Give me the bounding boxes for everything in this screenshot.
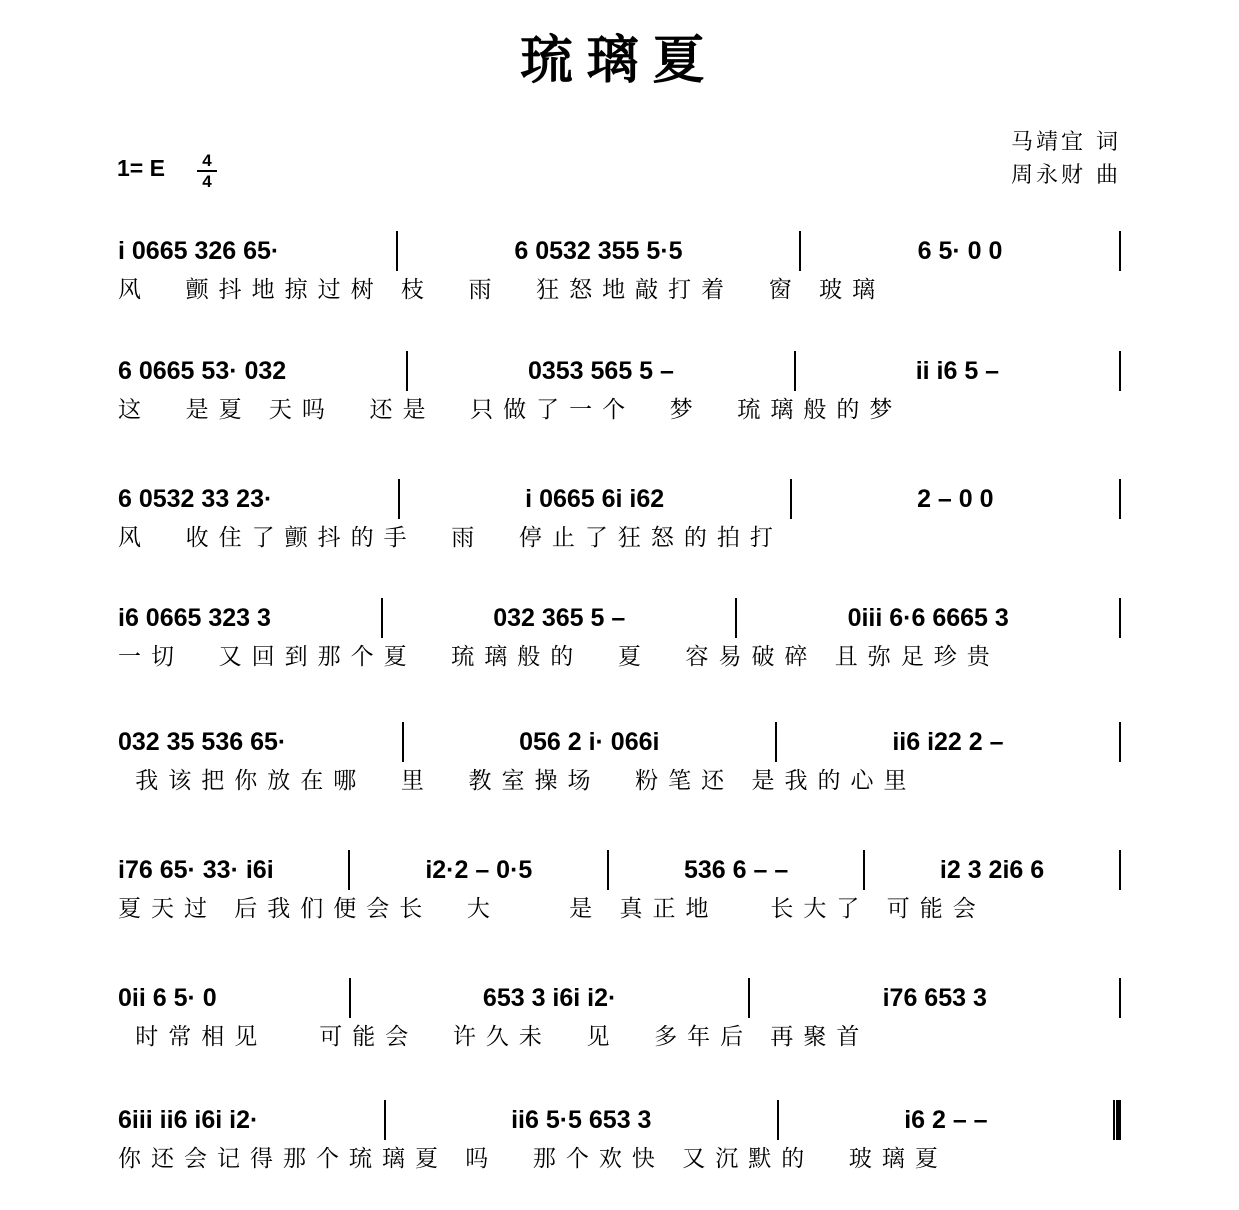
barline	[384, 1100, 386, 1140]
measure: 6iii ii6 i6i i2·	[118, 1106, 259, 1134]
time-signature	[197, 152, 217, 190]
key-signature: 1= E	[117, 155, 165, 181]
measure: 0353 565 5 –	[527, 357, 674, 385]
score-system	[0, 978, 1239, 1088]
barline	[1119, 598, 1121, 638]
measure: 6 5· 0 0	[917, 237, 1003, 265]
barline	[348, 850, 350, 890]
barline	[1119, 479, 1121, 519]
notation-line	[118, 722, 1121, 762]
measure: 0ii 6 5· 0	[118, 984, 217, 1012]
notation-line	[118, 479, 1121, 519]
measure: 032 35 536 65·	[118, 728, 287, 756]
score-system	[0, 479, 1239, 589]
notation-line	[118, 850, 1121, 890]
lyrics-line: 风 颤抖地掠过树 枝 雨 狂怒地敲打着 窗 玻璃	[118, 277, 886, 303]
barline	[799, 231, 801, 271]
score-system	[0, 231, 1239, 341]
lyrics-line: 风 收住了颤抖的手 雨 停止了狂怒的拍打	[118, 525, 783, 551]
measure: 0iii 6·6 6665 3	[847, 604, 1009, 632]
barline	[402, 722, 404, 762]
lyrics-line: 这 是夏 天吗 还是 只做了一个 梦 琉璃般的梦	[118, 397, 903, 423]
barline	[1119, 351, 1121, 391]
measure: i2·2 – 0·5	[425, 856, 533, 884]
score-system	[0, 598, 1239, 708]
measure: 6 0532 33 23·	[118, 485, 273, 513]
score-system	[0, 1100, 1239, 1210]
lyrics-line: 时常相见 可能会 许久未 见 多年后 再聚首	[118, 1024, 870, 1050]
score-system	[0, 351, 1239, 461]
measure: i6 2 – –	[904, 1106, 988, 1134]
barline	[398, 479, 400, 519]
notation-line	[118, 351, 1121, 391]
barline	[349, 978, 351, 1018]
notation-line	[118, 231, 1121, 271]
barline	[790, 479, 792, 519]
time-signature-bottom: 4	[202, 172, 212, 191]
barline	[381, 598, 383, 638]
time-signature-top: 4	[202, 151, 212, 170]
notation-line	[118, 598, 1121, 638]
lyrics-line: 一切 又回到那个夏 琉璃般的 夏 容易破碎 且弥足珍贵	[118, 644, 1000, 670]
measure: 6 0665 53· 032	[118, 357, 287, 385]
measure: i2 3 2i6 6	[939, 856, 1045, 884]
notation-line	[118, 1100, 1121, 1140]
barline	[863, 850, 865, 890]
measure: 653 3 i6i i2·	[482, 984, 617, 1012]
measure: ii6 i22 2 –	[892, 728, 1004, 756]
measure: ii i6 5 –	[915, 357, 1000, 385]
barline	[794, 351, 796, 391]
barline	[607, 850, 609, 890]
lyrics-line: 你还会记得那个琉璃夏 吗 那个欢快 又沉默的 玻璃夏	[118, 1146, 948, 1172]
measure: ii6 5·5 653 3	[511, 1106, 652, 1134]
measure: 6 0532 355 5·5	[514, 237, 683, 265]
measure: 056 2 i· 066i	[519, 728, 660, 756]
notation-line	[118, 978, 1121, 1018]
final-barline	[1113, 1100, 1121, 1140]
measure: i76 65· 33· i6i	[118, 856, 274, 884]
measure: i 0665 6i i62	[525, 485, 665, 513]
lyricist-credit: 马靖宜 词	[1011, 130, 1121, 155]
barline	[748, 978, 750, 1018]
barline	[1119, 978, 1121, 1018]
barline	[1119, 722, 1121, 762]
barline	[396, 231, 398, 271]
measure: 032 365 5 –	[493, 604, 626, 632]
lyrics-line: 夏天过 后我们便会长 大 是 真正地 长大了 可能会	[118, 896, 986, 922]
measure: 536 6 – –	[683, 856, 789, 884]
composer-credit: 周永财 曲	[1011, 163, 1121, 188]
barline	[775, 722, 777, 762]
barline	[406, 351, 408, 391]
song-title: 琉璃夏	[520, 30, 719, 91]
measure: 2 – 0 0	[917, 485, 994, 513]
score-system	[0, 722, 1239, 832]
barline	[777, 1100, 779, 1140]
barline	[1119, 231, 1121, 271]
lyrics-line: 我该把你放在哪 里 教室操场 粉笔还 是我的心里	[118, 768, 917, 794]
measure: i76 653 3	[882, 984, 987, 1012]
measure: i 0665 326 65·	[118, 237, 280, 265]
barline	[735, 598, 737, 638]
barline	[1119, 850, 1121, 890]
score-system	[0, 850, 1239, 960]
measure: i6 0665 323 3	[118, 604, 271, 632]
